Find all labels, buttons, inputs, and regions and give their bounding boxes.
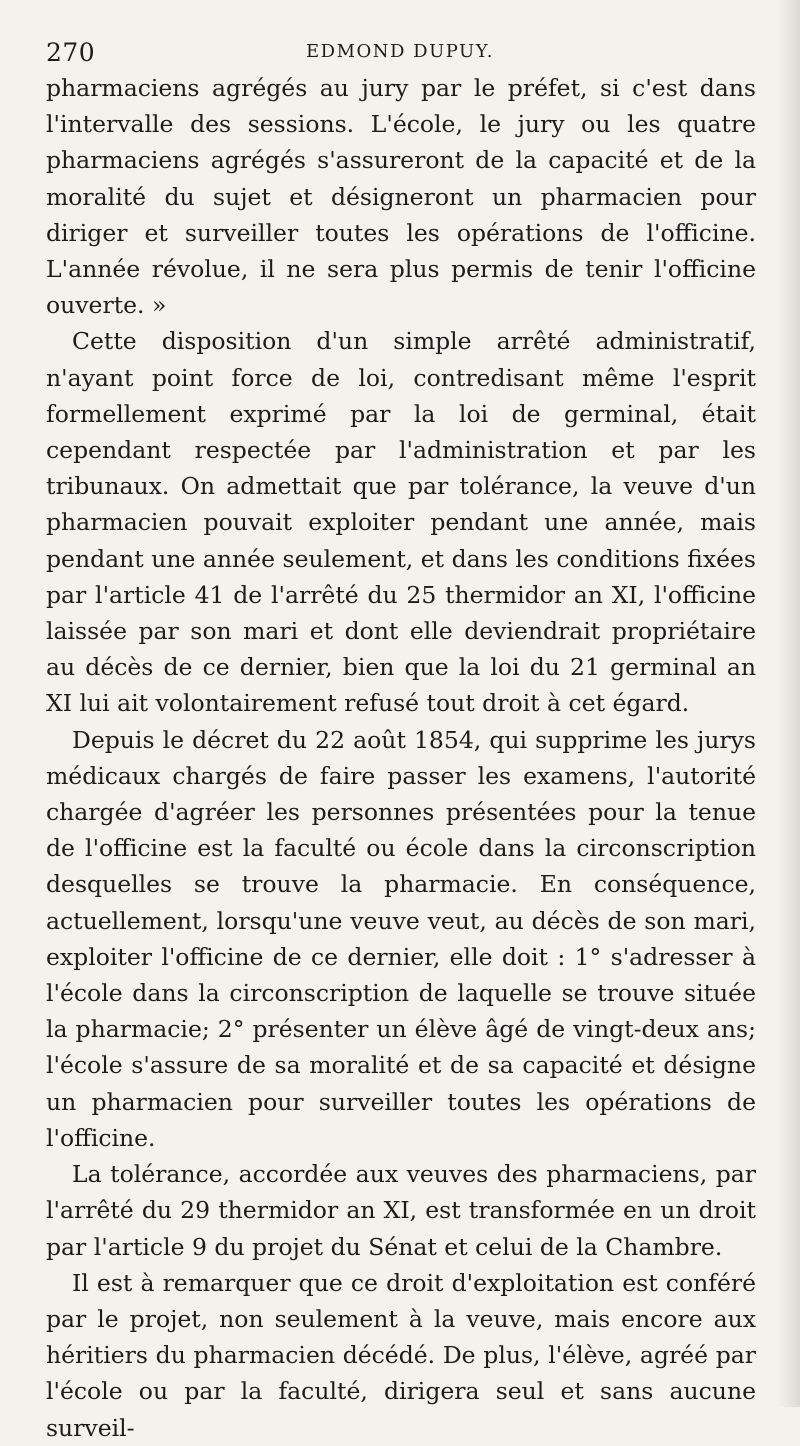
paragraph: Depuis le décret du 22 août 1854, qui supprime les jurys médicaux chargés de faire passer les examens, l'autorité chargée d'agréer les personnes présentées pour la tenue de l'officine est la faculté ou école dans la circonscription desquelles se trouve la pharmacie. En conséquence, actuellement, lorsqu'une veuve veut, au décès de son mari, exploiter l'officine de ce dernier, elle doit : 1° s'adresser à l'école dans la circonscription de laquelle se trouve située la pharmacie; 2° présenter un élève âgé de vingt-deux ans; l'école s'assure de sa moralité et de sa capacité et désigne un pharmacien pour surveiller toutes les opérations de l'officine. — [46, 725, 756, 1152]
running-head: EDMOND DUPUY. — [306, 41, 495, 62]
page-edge-shadow — [778, 0, 800, 1407]
page-number: 270 — [46, 38, 96, 67]
paragraph: Cette disposition d'un simple arrêté administratif, n'ayant point force de loi, contredisant même l'esprit formellement exprimé par la loi de germinal, était cependant respectée par l'administration et par les tribunaux. On admettait que par tolérance, la veuve d'un pharmacien pouvait exploiter pendant une année, mais pendant une année seulement, et dans les conditions fixées par l'article 41 de l'arrêté du 25 thermidor an XI, l'officine laissée par son mari et dont elle deviendrait propriétaire au décès de ce dernier, bien que la loi du 21 germinal an XI lui ait volontairement refusé tout droit à cet égard. — [46, 327, 756, 718]
body-text — [46, 70, 756, 1446]
paragraph: La tolérance, accordée aux veuves des pharmaciens, par l'arrêté du 29 thermidor an XI, est transformée en un droit par l'article 9 du projet du Sénat et celui de la Chambre. — [46, 1160, 756, 1261]
paragraph: pharmaciens agrégés au jury par le préfet, si c'est dans l'intervalle des sessions. L'école, le jury ou les quatre pharmaciens agrégés s'assureront de la capacité et de la moralité du sujet et désigneront un pharmacien pour diriger et surveiller toutes les opérations de l'officine. L'année révolue, il ne sera plus permis de tenir l'officine ouverte. » — [46, 74, 756, 320]
paragraph: Il est à remarquer que ce droit d'exploitation est conféré par le projet, non seulement à la veuve, mais encore aux héritiers du pharmacien décédé. De plus, l'élève, agréé par l'école ou par la faculté, dirigera seul et sans aucune surveil- — [46, 1268, 756, 1442]
page-header — [46, 30, 756, 70]
